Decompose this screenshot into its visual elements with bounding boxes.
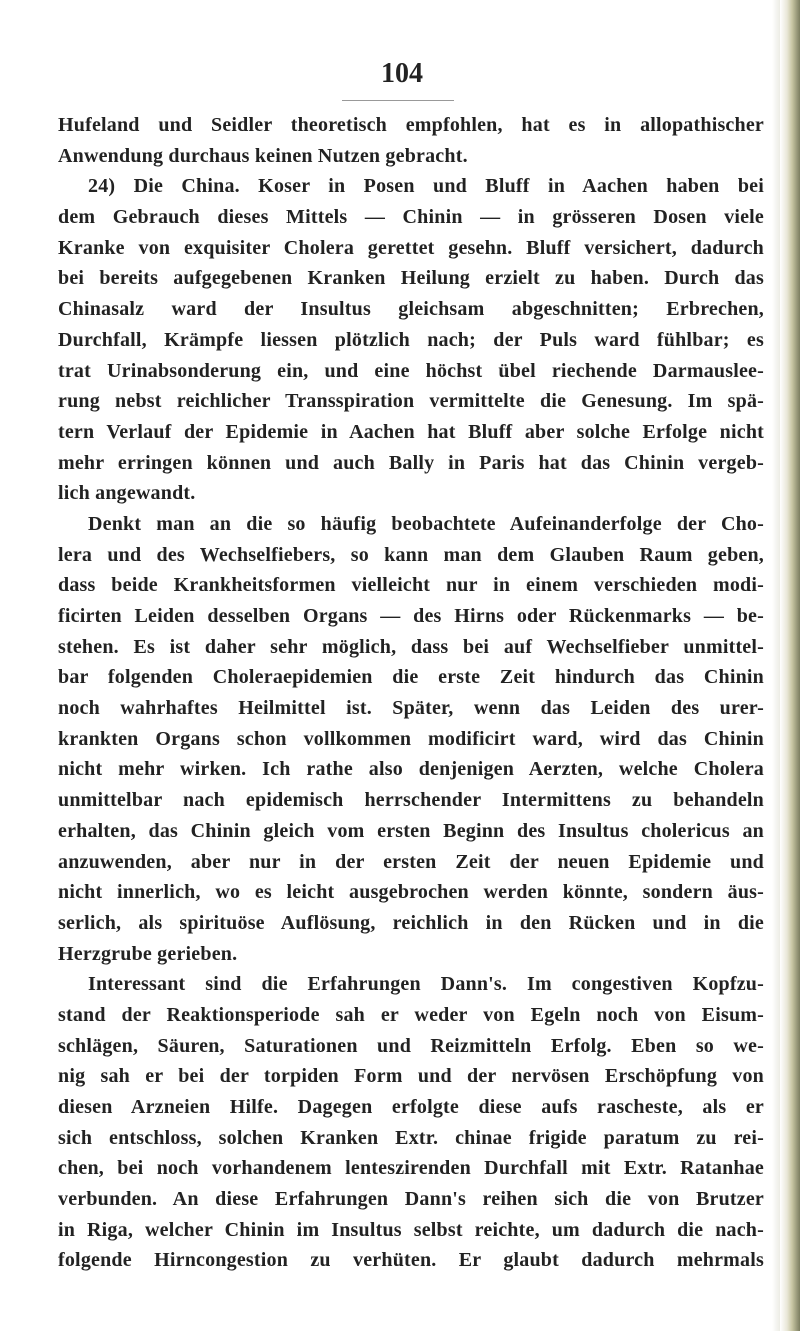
text-line: nicht mehr wirken. Ich rathe also denjenigen Aerzten, welche Cholera [58,758,764,781]
text-line: sich entschloss, solchen Kranken Extr. chinae frigide paratum zu rei- [58,1126,764,1149]
text-line: verbunden. An diese Erfahrungen Dann's reihen sich die von Brutzer [58,1188,764,1211]
text-line: Kranke von exquisiter Cholera gerettet gesehn. Bluff versichert, dadurch [58,236,764,259]
text-line: rung nebst reichlicher Transspiration vermittelte die Genesung. Im spä- [58,390,764,413]
text-line: nicht innerlich, wo es leicht ausgebrochen werden könnte, sondern äus- [58,881,764,904]
text-line: Denkt man an die so häufig beobachtete Aufeinanderfolge der Cho- [88,512,764,535]
text-line: in Riga, welcher Chinin im Insultus selbst reichte, um dadurch die nach- [58,1218,764,1241]
text-line: bar folgenden Choleraepidemien die erste Zeit hindurch das Chinin [58,666,764,689]
page-edge-shadow [772,0,780,1331]
text-line: Durchfall, Krämpfe liessen plötzlich nach; der Puls ward fühlbar; es [58,328,764,351]
text-line: chen, bei noch vorhandenem lenteszirenden Durchfall mit Extr. Ratanhae [58,1157,764,1180]
text-line: schlägen, Säuren, Saturationen und Reizmitteln Erfolg. Eben so we- [58,1034,764,1057]
body-text [58,110,764,1276]
text-line: erhalten, das Chinin gleich vom ersten Beginn des Insultus cholericus an [58,819,764,842]
text-line: Herzgrube gerieben. [58,942,238,965]
text-line: mehr erringen können und auch Bally in Paris hat das Chinin vergeb- [58,451,764,474]
text-line: bei bereits aufgegebenen Kranken Heilung erzielt zu haben. Durch das [58,267,764,290]
text-line: unmittelbar nach epidemisch herrschender Intermittens zu behandeln [58,789,764,812]
text-line: dem Gebrauch dieses Mittels — Chinin — in grösseren Dosen viele [58,206,764,229]
text-line: Hufeland und Seidler theoretisch empfohlen, hat es in allopathischer [58,114,764,136]
page-number: 104 [381,58,423,89]
text-line: folgende Hirncongestion zu verhüten. Er glaubt dadurch mehrmals [58,1249,764,1272]
text-line: lich angewandt. [58,482,196,505]
text-line: dass beide Krankheitsformen vielleicht nur in einem verschieden modi- [58,574,764,597]
text-line: ficirten Leiden desselben Organs — des Hirns oder Rückenmarks — be- [58,605,764,627]
book-edge [780,0,800,1331]
text-line: lera und des Wechselfiebers, so kann man dem Glauben Raum geben, [58,543,764,566]
text-line: tern Verlauf der Epidemie in Aachen hat Bluff aber solche Erfolge nicht [58,420,764,443]
text-line: Chinasalz ward der Insultus gleichsam abgeschnitten; Erbrechen, [58,298,764,321]
text-line: Anwendung durchaus keinen Nutzen gebracht. [58,144,468,167]
text-line: trat Urinabsonderung ein, und eine höchst übel riechende Darmauslee- [58,359,764,382]
header-rule [342,100,454,101]
text-line: Interessant sind die Erfahrungen Dann's. Im congestiven Kopfzu- [88,973,764,996]
text-line: anzuwenden, aber nur in der ersten Zeit der neuen Epidemie und [58,850,764,873]
text-line: 24) Die China. Koser in Posen und Bluff in Aachen haben bei [88,175,764,198]
text-line: stand der Reaktionsperiode sah er weder von Egeln noch von Eisum- [58,1003,764,1026]
text-line: noch wahrhaftes Heilmittel ist. Später, wenn das Leiden des urer- [58,697,764,720]
text-line: nig sah er bei der torpiden Form und der nervösen Erschöpfung von [58,1065,764,1088]
text-line: krankten Organs schon vollkommen modificirt ward, wird das Chinin [58,727,764,750]
text-line: stehen. Es ist daher sehr möglich, dass bei auf Wechselfieber unmittel- [58,635,764,658]
text-line: diesen Arzneien Hilfe. Dagegen erfolgte diese aufs rascheste, als er [58,1096,764,1118]
text-line: serlich, als spirituöse Auflösung, reichlich in den Rücken und in die [58,911,764,934]
